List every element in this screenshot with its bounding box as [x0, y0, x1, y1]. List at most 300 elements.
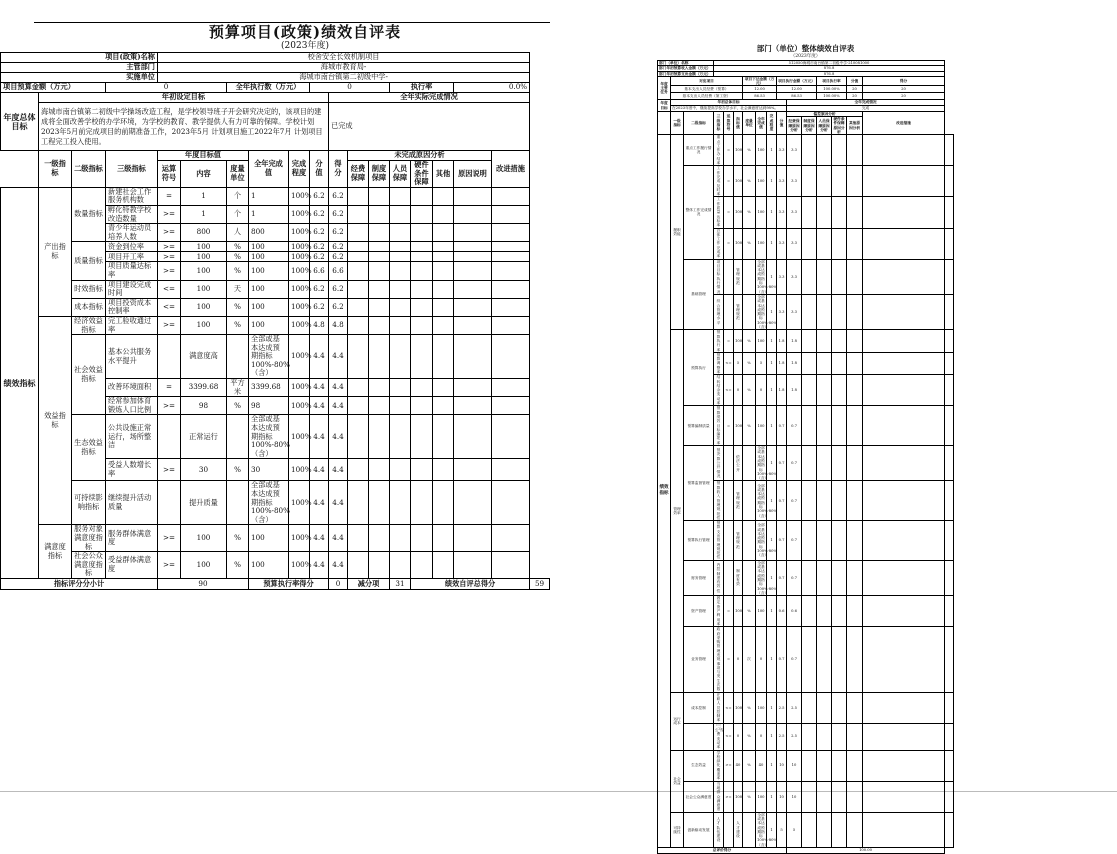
indicator-val: 依法公开 — [734, 446, 743, 481]
indicator-done: 100 — [756, 406, 767, 446]
task-score: 20 — [847, 86, 863, 93]
indicator-op: >= — [158, 224, 181, 242]
indicator-unit: 个 — [227, 187, 249, 205]
indicator-unit: 人 — [227, 224, 249, 242]
col-r2: 制度保障 — [369, 161, 390, 188]
indicator-content: 100 — [181, 262, 227, 280]
empty-cell — [802, 560, 817, 595]
empty-cell — [817, 521, 832, 561]
indicator-score: 1.8 — [777, 330, 787, 352]
indicator-name: 公共设施正常运行，场所整洁 — [106, 415, 158, 459]
indicator-score: 3.3 — [777, 197, 787, 228]
indicator-rate: 1 — [767, 521, 777, 561]
empty-cell — [369, 262, 390, 280]
indicator-done: 100 — [249, 280, 289, 298]
indicator-unit — [227, 481, 249, 525]
col-got: 得分 — [329, 151, 348, 188]
l2-name: 经济效益指标 — [72, 316, 106, 334]
indicator-score: 0.7 — [777, 521, 787, 561]
indicator-done: 800 — [249, 224, 289, 242]
indicator-rate: 100% — [289, 459, 310, 481]
l2-name: 重点工作履行情况 — [684, 135, 714, 166]
indicator-content: 100 — [181, 242, 227, 252]
l2-name: 社会效益指标 — [72, 335, 106, 415]
empty-cell — [832, 166, 847, 197]
empty-cell — [817, 294, 832, 329]
indicator-content: 正常运行 — [181, 415, 227, 459]
col-r1: 经费保障原因分析 — [787, 117, 802, 135]
indicator-unit: % — [743, 406, 756, 446]
indicator-got: 4.4 — [329, 459, 348, 481]
indicator-unit: % — [743, 228, 756, 259]
empty-cell — [492, 552, 530, 579]
indicator-rate: 1 — [767, 259, 777, 294]
indicator-name: 内控制度有效性 — [714, 560, 724, 595]
col-op: 运算符号 — [158, 161, 181, 188]
indicator-val: 0 — [734, 375, 743, 406]
indicator-row — [658, 627, 954, 692]
empty-cell — [832, 294, 847, 329]
l1-name: 管理效率 — [671, 330, 684, 692]
empty-cell — [863, 692, 945, 723]
empty-cell — [369, 205, 390, 223]
indicator-score: 10 — [777, 750, 787, 781]
indicator-score: 0.7 — [777, 446, 787, 481]
indicator-done: 0 — [756, 627, 767, 692]
indicator-got: 6.2 — [329, 205, 348, 223]
empty-cell — [411, 552, 433, 579]
empty-cell — [863, 330, 945, 352]
col-l1: 一级指标 — [671, 111, 684, 134]
l2-name: 生态效益 — [684, 750, 714, 781]
value: 校舍安全长效机制项目 — [158, 53, 530, 63]
empty-cell — [433, 379, 454, 397]
empty-cell — [348, 397, 369, 415]
indicator-done: 100 — [756, 330, 767, 352]
l1-name: 效益指标 — [39, 316, 72, 524]
empty-cell — [817, 627, 832, 692]
indicator-score: 6.2 — [310, 224, 329, 242]
empty-cell — [433, 481, 454, 525]
empty-cell — [945, 228, 954, 259]
indicator-rate: 1 — [767, 723, 777, 750]
indicator-unit: % — [743, 692, 756, 723]
indicator-unit — [743, 294, 756, 329]
indicator-got: 3.3 — [787, 197, 802, 228]
indicator-op: >= — [158, 205, 181, 223]
l2-name: 生态效益指标 — [72, 415, 106, 481]
goal-header: 年初总体目标 — [671, 100, 787, 105]
empty-cell — [847, 750, 863, 781]
indicator-unit: % — [743, 723, 756, 750]
label: 全年执行数（万元） — [227, 83, 310, 93]
empty-cell — [433, 552, 454, 579]
indicator-got: 3.3 — [787, 228, 802, 259]
indicator-op: >= — [158, 397, 181, 415]
indicator-done: 全部或基本达成预期指标100%-80%（含） — [757, 259, 777, 294]
actual-header: 全年完成情况 — [787, 100, 945, 105]
sheet-year: (2023年度) — [281, 41, 329, 51]
empty-cell — [454, 481, 492, 525]
empty-cell — [454, 397, 492, 415]
indicator-content: 100 — [181, 298, 227, 316]
indicator-unit — [227, 415, 249, 459]
label: 实施单位 — [1, 73, 158, 83]
indicator-got: 6.2 — [329, 224, 348, 242]
empty-cell — [817, 692, 832, 723]
indicator-rate: 1 — [767, 750, 777, 781]
empty-cell — [348, 459, 369, 481]
indicator-done: 5 — [756, 352, 767, 374]
empty-cell — [817, 375, 832, 406]
empty-cell — [802, 352, 817, 374]
indicator-score: 4.4 — [310, 379, 329, 397]
indicator-row — [1, 525, 550, 552]
indicator-got: 4.4 — [329, 415, 348, 459]
empty-cell — [390, 298, 411, 316]
col-got: 得分 — [863, 76, 945, 86]
indicator-rate: 100% — [289, 224, 310, 242]
indicator-done: 100 — [756, 596, 767, 627]
indicator-op: = — [724, 406, 734, 446]
indicator-score: 2.5 — [777, 723, 787, 750]
indicator-got: 3.3 — [787, 259, 802, 294]
indicator-name: 预算绩效目标编报率 — [714, 406, 724, 446]
indicator-op — [158, 335, 181, 379]
indicator-done: 100 — [249, 252, 289, 262]
indicator-row — [658, 692, 954, 723]
l1-name: 社会效益 — [671, 750, 684, 812]
indicator-done: 全部或基本达成预期指标100%-80%（含） — [757, 294, 777, 330]
empty-cell — [433, 415, 454, 459]
empty-cell — [348, 552, 369, 579]
empty-cell — [369, 525, 390, 552]
indicator-rate: 1 — [767, 166, 777, 197]
deduct-value: 31 — [390, 578, 411, 589]
indicator-op: <= — [158, 280, 181, 298]
indicator-done: 全部或基本达成预期指标100%-80%（含） — [249, 335, 289, 379]
indicator-op: = — [724, 228, 734, 259]
empty-cell — [369, 252, 390, 262]
indicator-name: 完工验收通过率 — [106, 316, 158, 334]
indicator-done: 1 — [249, 187, 289, 205]
empty-cell — [945, 812, 954, 847]
department-evaluation-table — [657, 60, 954, 854]
empty-cell — [817, 812, 832, 847]
l2-name: 基础管理 — [684, 259, 714, 330]
l2-name: 可持续影响指标 — [72, 481, 106, 525]
empty-cell — [847, 166, 863, 197]
indicator-got: 4.4 — [329, 379, 348, 397]
indicator-unit: 天 — [227, 280, 249, 298]
empty-cell — [433, 262, 454, 280]
empty-cell — [832, 330, 847, 352]
indicator-val: 制度有效 — [734, 560, 743, 595]
empty-cell — [817, 166, 832, 197]
indicator-done: 100 — [249, 262, 289, 280]
empty-cell — [945, 259, 954, 294]
indicator-score: 4.4 — [310, 415, 329, 459]
empty-cell — [348, 298, 369, 316]
row-goal-headers — [1, 93, 550, 103]
indicator-score: 2.5 — [777, 692, 787, 723]
project-evaluation-table — [0, 52, 550, 590]
empty-cell — [492, 415, 530, 459]
indicator-op: >= — [158, 252, 181, 262]
l2-name: 整体工作完成情况 — [684, 166, 714, 259]
l2-name: 预算执行 — [684, 330, 714, 406]
indicator-op: = — [724, 166, 734, 197]
empty-cell — [863, 481, 945, 521]
col-done: 全年完成值 — [249, 151, 289, 188]
empty-cell — [945, 406, 954, 446]
empty-cell — [945, 481, 954, 521]
col-r6: 原因说明 — [454, 161, 492, 188]
indicator-name: 学校绿化覆盖率 — [714, 750, 724, 781]
indicator-val: 人才建设 — [734, 812, 743, 847]
empty-cell — [847, 781, 863, 812]
l2-name: 社会公众满意度指标 — [72, 552, 106, 579]
empty-cell — [832, 446, 847, 481]
indicator-content: 30 — [181, 459, 227, 481]
empty-cell — [454, 298, 492, 316]
empty-cell — [817, 330, 832, 352]
empty-cell — [802, 197, 817, 228]
indicator-rate: 1 — [767, 375, 777, 406]
indicator-done: 100 — [249, 525, 289, 552]
empty-cell — [847, 596, 863, 627]
empty-cell — [390, 187, 411, 205]
indicator-op: = — [158, 379, 181, 397]
indicator-got: 4.4 — [329, 335, 348, 379]
empty-cell — [832, 723, 847, 750]
task-label: 年度主要任务 — [658, 76, 671, 100]
indicator-val: 管理规范 — [734, 259, 743, 294]
empty-cell — [348, 481, 369, 525]
empty-cell — [802, 521, 817, 561]
subtotal-value: 90 — [158, 578, 249, 589]
final-label: 绩效自评总得分 — [411, 578, 530, 589]
empty-cell — [348, 252, 369, 262]
indicator-got: 0.7 — [787, 627, 802, 692]
indicator-unit: % — [743, 750, 756, 781]
indicator-rate: 100% — [289, 415, 310, 459]
col-r1: 经费保障 — [348, 161, 369, 188]
deduct-label: 减分项 — [348, 578, 390, 589]
indicator-got: 5 — [787, 812, 802, 847]
indicator-content: 100 — [181, 525, 227, 552]
empty-cell — [847, 197, 863, 228]
indicator-name: 结转结余变动率 — [714, 375, 724, 406]
indicator-name: 总体工作完成率 — [714, 228, 724, 259]
empty-cell — [454, 525, 492, 552]
indicator-score: 10 — [777, 781, 787, 812]
indicator-score: 4.4 — [310, 552, 329, 579]
empty-cell — [847, 692, 863, 723]
indicator-row — [1, 187, 550, 205]
l2-name: 业务管理 — [684, 627, 714, 692]
indicator-name: 项目目标执行情况 — [714, 259, 724, 294]
indicator-op: >= — [158, 459, 181, 481]
indicator-name: 人才队伍建设 — [714, 812, 724, 847]
indicator-score: 4.4 — [310, 459, 329, 481]
indicator-done: 3399.68 — [249, 379, 289, 397]
indicator-done: 0 — [756, 723, 767, 750]
empty-cell — [348, 280, 369, 298]
indicator-name: 预决算公开情况 — [714, 446, 724, 481]
col-r3: 人员保障 — [390, 161, 411, 188]
empty-cell — [802, 627, 817, 692]
label: 部门年初预算支出金额（万元） — [658, 71, 714, 76]
actual-header: 全年实际完成情况 — [329, 93, 530, 103]
task-got: 20 — [863, 93, 945, 100]
empty-cell — [411, 481, 433, 525]
empty-cell — [945, 294, 954, 329]
empty-cell — [348, 525, 369, 552]
indicator-row — [1, 316, 550, 334]
empty-cell — [454, 205, 492, 223]
indicator-op: >= — [724, 750, 734, 781]
indicator-val: 0 — [734, 723, 743, 750]
indicator-done: 100 — [756, 197, 767, 228]
indicator-got: 6.2 — [329, 298, 348, 316]
empty-cell — [433, 397, 454, 415]
task-row — [658, 86, 954, 93]
task-budget: 12.00 — [743, 86, 777, 93]
indicator-done: 98 — [249, 397, 289, 415]
indicator-op — [724, 521, 734, 561]
indicator-done: 0 — [756, 375, 767, 406]
empty-cell — [492, 252, 530, 262]
empty-cell — [492, 262, 530, 280]
empty-cell — [454, 415, 492, 459]
indicator-got: 0.7 — [787, 481, 802, 521]
indicator-val: 100 — [734, 197, 743, 228]
empty-cell — [454, 316, 492, 334]
empty-cell — [847, 406, 863, 446]
task-got: 20 — [863, 86, 945, 93]
empty-cell — [802, 259, 817, 294]
indicator-op: = — [724, 197, 734, 228]
indicator-op: <= — [724, 692, 734, 723]
indicator-rate: 100% — [289, 187, 310, 205]
indicator-row — [658, 330, 954, 352]
indicator-op: <= — [158, 298, 181, 316]
overall-actual-text: 已完成 — [329, 103, 530, 151]
indicator-row — [658, 135, 954, 166]
indicator-unit: 个 — [227, 205, 249, 223]
empty-cell — [832, 259, 847, 294]
total-value: 100.00 — [787, 848, 945, 854]
empty-cell — [863, 228, 945, 259]
empty-cell — [802, 446, 817, 481]
indicator-rate: 1 — [767, 446, 777, 481]
indicator-unit: % — [743, 781, 756, 812]
empty-cell — [832, 812, 847, 847]
empty-cell — [433, 298, 454, 316]
indicator-rate: 100% — [289, 525, 310, 552]
empty-cell — [945, 352, 954, 374]
indicator-name: 固定资产利用率 — [714, 596, 724, 627]
col-l3: 三级指标 — [714, 111, 724, 134]
label: 执行率 — [390, 83, 454, 93]
indicator-done: 全部或基本达成预期指标100%-80%（含） — [249, 415, 289, 459]
indicator-done: 全部或基本达成预期指标100%-80%（含） — [249, 481, 289, 525]
empty-cell — [348, 205, 369, 223]
indicator-rate: 1 — [767, 330, 777, 352]
indicator-score: 4.8 — [310, 316, 329, 334]
label: 项目(政策)名称 — [1, 53, 158, 63]
indicator-row — [658, 596, 954, 627]
empty-cell — [847, 521, 863, 561]
l1-name: 可持续性 — [671, 812, 684, 847]
task-score: 20 — [847, 93, 863, 100]
indicator-content: 100 — [181, 552, 227, 579]
indicator-op — [158, 481, 181, 525]
empty-cell — [802, 375, 817, 406]
indicator-unit — [743, 259, 756, 294]
indicator-content: 满意度高 — [181, 335, 227, 379]
l1-name: 产出指标 — [39, 187, 72, 316]
task-row — [658, 93, 954, 100]
l2-name: 成本控制 — [684, 692, 714, 723]
indicator-unit — [227, 335, 249, 379]
empty-cell — [492, 525, 530, 552]
empty-cell — [454, 224, 492, 242]
empty-cell — [369, 224, 390, 242]
indicator-val: 100 — [734, 596, 743, 627]
empty-cell — [802, 166, 817, 197]
label: 部门（单位）名称 — [658, 61, 714, 66]
empty-cell — [390, 379, 411, 397]
row-dept — [1, 63, 550, 73]
empty-cell — [802, 750, 817, 781]
indicator-row — [658, 406, 954, 446]
empty-cell — [945, 375, 954, 406]
indicator-op — [158, 415, 181, 459]
empty-cell — [863, 627, 945, 692]
col-improve: 改进措施 — [492, 151, 530, 188]
indicator-done: 100 — [756, 135, 767, 166]
empty-cell — [433, 335, 454, 379]
empty-cell — [369, 187, 390, 205]
indicator-rate: 100% — [289, 316, 310, 334]
empty-cell — [817, 446, 832, 481]
empty-cell — [817, 135, 832, 166]
empty-cell — [492, 298, 530, 316]
indicator-name: 项目投资成本控制率 — [106, 298, 158, 316]
row-footer — [1, 578, 550, 589]
label: 项目预算金额（万元） — [1, 83, 106, 93]
empty-cell — [390, 316, 411, 334]
indicator-score: 1.8 — [777, 375, 787, 406]
indicator-content: 3399.68 — [181, 379, 227, 397]
sheet-title: 预算项目(政策)绩效自评表 — [208, 23, 402, 41]
indicator-score: 4.4 — [310, 397, 329, 415]
empty-cell — [802, 723, 817, 750]
indicator-unit: % — [227, 242, 249, 252]
indicator-op: <= — [724, 723, 734, 750]
indicator-rate: 100% — [289, 552, 310, 579]
empty-cell — [847, 375, 863, 406]
indicator-name: 综合管理水平 — [714, 294, 724, 329]
empty-cell — [945, 627, 954, 692]
indicator-op: >= — [158, 242, 181, 252]
l2-name: 预算执行管理 — [684, 521, 714, 561]
value: 海城市南台镇第二初级中学- — [158, 73, 530, 83]
col-rate: 完成程度 — [767, 111, 777, 134]
indicator-rate: 100% — [289, 205, 310, 223]
